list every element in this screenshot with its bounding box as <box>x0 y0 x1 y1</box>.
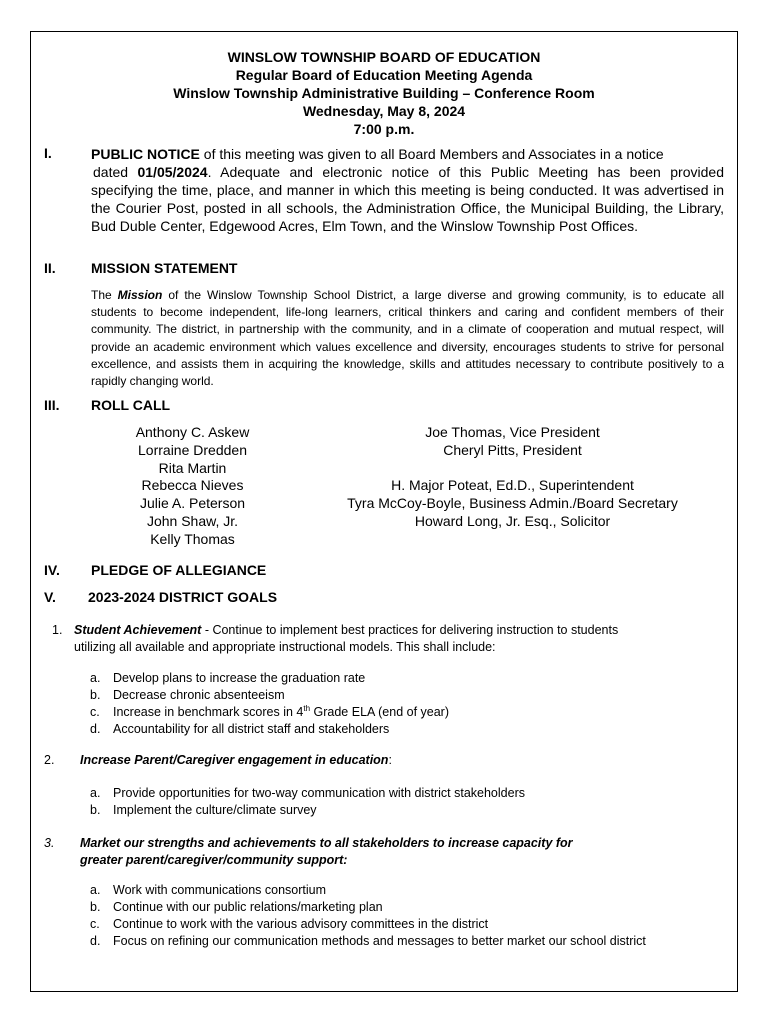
list-letter: d. <box>90 934 101 948</box>
agenda-title: Regular Board of Education Meeting Agenda <box>235 67 533 83</box>
pledge-title: PLEDGE OF ALLEGIANCE <box>91 562 267 578</box>
list-item <box>90 687 710 704</box>
section-5-number: V. <box>44 589 56 605</box>
public-notice-text-c: specifying the time, place, and manner in which this meeting is being conducted. It was advertised in the Courier Post, posted in all schools, the Administration Office, the Municipal Building, the Library, Bud Duble Center, Edgewood Acres, Elm Town, and the Winslow Township Post Offices. <box>91 182 724 234</box>
goal-1 <box>52 622 712 639</box>
goal-2-list <box>90 785 710 819</box>
list-item <box>90 882 710 899</box>
board-title: WINSLOW TOWNSHIP BOARD OF EDUCATION <box>227 49 541 65</box>
list-item <box>90 916 710 933</box>
admin-name: Tyra McCoy-Boyle, Business Admin./Board Secretary <box>347 494 678 511</box>
list-item <box>90 899 710 916</box>
goal-3 <box>44 835 704 852</box>
section-4-number: IV. <box>44 562 60 578</box>
admin-name: H. Major Poteat, Ed.D., Superintendent <box>391 477 634 493</box>
list-letter: a. <box>90 671 101 685</box>
list-text: Focus on refining our communication methods and messages to better market our school district <box>113 934 646 948</box>
goal-1-text: - Continue to implement best practices for delivering instruction to students <box>201 623 619 637</box>
list-text-post: Grade ELA (end of year) <box>310 705 450 719</box>
goal-3-title: Market our strengths and achievements to all stakeholders to increase capacity for <box>80 836 573 850</box>
roll-call-administration <box>320 477 705 530</box>
public-notice-text-a: of this meeting was given to all Board Members and Associates in a notice <box>199 146 664 162</box>
list-letter: c. <box>90 705 100 719</box>
public-notice-text-b-post: . Adequate and electronic notice of this Public Meeting has been provided <box>207 164 724 180</box>
list-text <box>113 704 710 721</box>
member-name: John Shaw, Jr. <box>146 512 239 529</box>
ordinal-suffix: th <box>303 703 311 713</box>
list-text: Develop plans to increase the graduation rate <box>113 671 366 685</box>
meeting-time: 7:00 p.m. <box>353 121 415 137</box>
member-name: Anthony C. Askew <box>135 424 250 440</box>
list-letter: b. <box>90 803 101 817</box>
officer-name: Cheryl Pitts, President <box>443 441 582 458</box>
list-letter: d. <box>90 722 101 736</box>
list-letter: c. <box>90 917 100 931</box>
goal-1-title: Student Achievement <box>74 623 202 637</box>
list-item <box>90 933 710 950</box>
member-name: Lorraine Dredden <box>138 441 247 458</box>
admin-name: Howard Long, Jr. Esq., Solicitor <box>414 512 611 529</box>
member-name: Rita Martin <box>158 459 227 476</box>
list-text: Accountability for all district staff and stakeholders <box>113 722 390 736</box>
mission-title: MISSION STATEMENT <box>91 260 238 276</box>
member-name: Kelly Thomas <box>150 530 235 547</box>
list-item <box>90 704 710 721</box>
list-letter: a. <box>90 786 101 800</box>
mission-paragraph <box>91 287 724 390</box>
list-text: Decrease chronic absenteeism <box>113 688 285 702</box>
roll-call-title: ROLL CALL <box>91 397 171 413</box>
goal-1-text-2: utilizing all available and appropriate instructional models. This shall include: <box>74 640 496 654</box>
mission-text-pre: The <box>91 288 118 302</box>
list-text: Continue to work with the various advisory committees in the district <box>113 917 489 931</box>
section-3-number: III. <box>44 397 60 413</box>
public-notice-date: 01/05/2024 <box>137 164 208 180</box>
list-text: Continue with our public relations/marketing plan <box>113 900 383 914</box>
roll-call-members <box>110 424 275 549</box>
meeting-date: Wednesday, May 8, 2024 <box>302 103 466 119</box>
public-notice-text-b-pre: dated <box>93 164 138 180</box>
section-2-number: II. <box>44 260 56 276</box>
goal-2-title: Increase Parent/Caregiver engagement in education <box>80 753 389 767</box>
goal-3-list <box>90 882 710 950</box>
member-name: Julie A. Peterson <box>139 495 246 512</box>
list-item <box>90 802 710 819</box>
district-goals-title: 2023-2024 DISTRICT GOALS <box>88 589 278 605</box>
mission-text-post: of the Winslow Township School District, a large diverse and growing community, is to educate all students to become independent, life-long learners, critical thinkers and caring and confident members of their community. The district, in partnership with the community, and in a climate of cooperation and mutual respect, will provide an academic environment which values excellence and diversity, encourages students to strive for personal excellence, and assists them in acquiring the knowledge, skills and attitudes necessary to contribute positively to a rapidly changing world. <box>91 288 724 389</box>
goal-3-title-2: greater parent/caregiver/community support: <box>80 853 348 867</box>
list-text: Work with communications consortium <box>113 883 327 897</box>
list-item <box>90 721 710 738</box>
goal-1-number: 1. <box>52 623 63 637</box>
meeting-location: Winslow Township Administrative Building – Conference Room <box>173 85 595 101</box>
section-1-number: I. <box>44 145 52 161</box>
list-text-pre: Increase in benchmark scores in 4 <box>113 705 304 719</box>
member-name: Rebecca Nieves <box>141 477 244 494</box>
public-notice-paragraph <box>91 145 724 235</box>
list-letter: b. <box>90 688 101 702</box>
goal-2 <box>44 752 704 769</box>
public-notice-title: PUBLIC NOTICE <box>91 146 200 162</box>
goal-2-number: 2. <box>44 753 55 767</box>
list-item <box>90 670 710 687</box>
mission-word: Mission <box>117 288 163 302</box>
list-item <box>90 785 710 802</box>
list-text: Provide opportunities for two-way communication with district stakeholders <box>113 786 525 800</box>
goal-3-number: 3. <box>44 836 55 850</box>
list-text: Implement the culture/climate survey <box>113 803 317 817</box>
roll-call-officers <box>320 424 705 460</box>
list-letter: b. <box>90 900 101 914</box>
officer-name: Joe Thomas, Vice President <box>425 424 600 440</box>
list-letter: a. <box>90 883 101 897</box>
goal-2-tail: : <box>388 753 392 767</box>
goal-1-list <box>90 670 710 738</box>
